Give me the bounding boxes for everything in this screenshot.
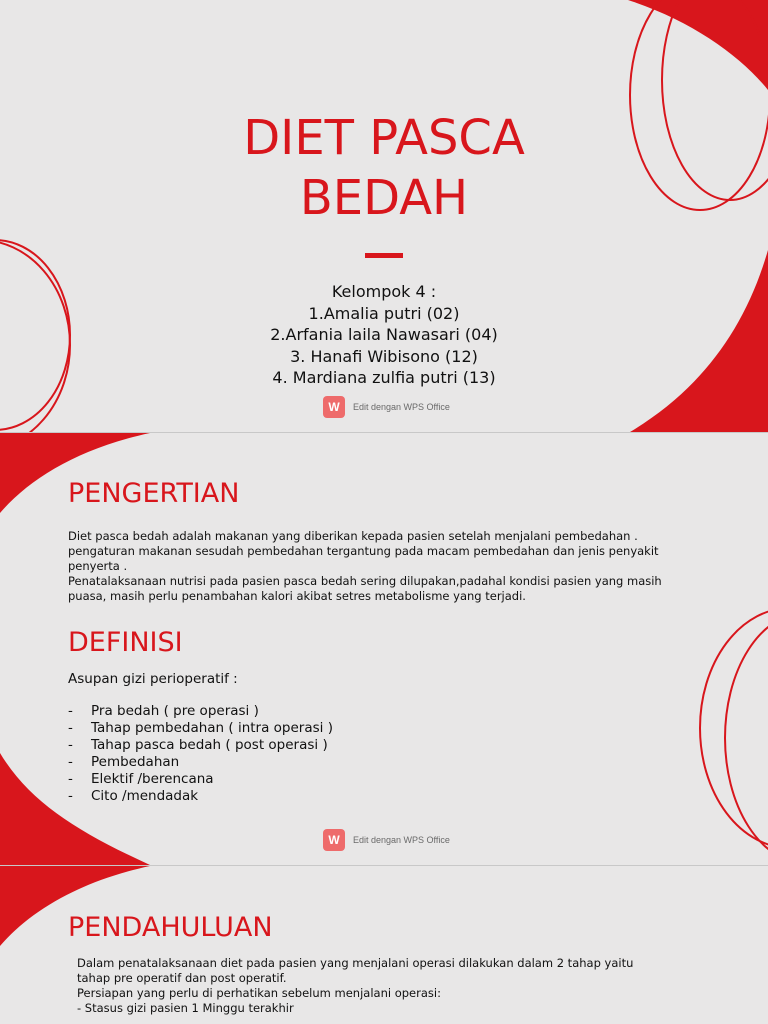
- paragraph-line: Diet pasca bedah adalah makanan yang diberikan kepada pasien setelah menjalani pembedahan .: [68, 529, 638, 543]
- paragraph-line: - Stasus gizi pasien 1 Minggu terakhir: [77, 1001, 294, 1015]
- definisi-intro: Asupan gizi perioperatif :: [68, 671, 238, 687]
- wps-watermark-text: Edit dengan WPS Office: [353, 835, 450, 845]
- slide-title: [0, 108, 768, 228]
- list-item: [68, 754, 333, 771]
- pengertian-paragraph: [68, 529, 662, 604]
- paragraph-line: Penatalaksanaan nutrisi pada pasien pasca bedah sering dilupakan,padahal kondisi pasien yang masih: [68, 574, 662, 588]
- list-item-text: Pembedahan: [91, 754, 180, 770]
- section-heading-pendahuluan: PENDAHULUAN: [68, 912, 273, 943]
- title-line-1: DIET PASCA: [243, 110, 525, 166]
- definisi-list: [68, 703, 333, 805]
- bullet-dash: -: [68, 720, 73, 736]
- bullet-dash: -: [68, 788, 73, 804]
- title-line-2: BEDAH: [299, 170, 469, 226]
- list-item-text: Tahap pasca bedah ( post operasi ): [91, 737, 328, 753]
- list-item-text: Pra bedah ( pre operasi ): [91, 703, 259, 719]
- pendahuluan-slide: [0, 866, 768, 1024]
- title-slide: [0, 0, 768, 432]
- pendahuluan-paragraph: [77, 956, 633, 1016]
- wps-watermark[interactable]: [323, 829, 450, 851]
- paragraph-line: Persiapan yang perlu di perhatikan sebelum menjalani operasi:: [77, 986, 441, 1000]
- list-item: [68, 720, 333, 737]
- list-item-text: Elektif /berencana: [91, 771, 214, 787]
- list-item-text: Cito /mendadak: [91, 788, 199, 804]
- list-item: [68, 737, 333, 754]
- member-item: 4. Mardiana zulfia putri (13): [272, 368, 496, 387]
- bullet-dash: -: [68, 703, 73, 719]
- paragraph-line: puasa, masih perlu penambahan kalori akibat setres metabolisme yang terjadi.: [68, 589, 526, 603]
- member-item: 3. Hanafi Wibisono (12): [290, 346, 478, 366]
- wps-logo-icon: W: [323, 396, 345, 418]
- wps-watermark-text: Edit dengan WPS Office: [353, 402, 450, 412]
- bullet-dash: -: [68, 737, 73, 753]
- section-heading-pengertian: PENGERTIAN: [68, 478, 240, 509]
- member-item: 1.Amalia putri (02): [308, 303, 460, 323]
- paragraph-line: penyerta .: [68, 559, 128, 573]
- list-item: [68, 788, 333, 805]
- wps-logo-icon: W: [323, 829, 345, 851]
- title-underline: [365, 253, 403, 258]
- list-item-text: Tahap pembedahan ( intra operasi ): [91, 720, 333, 736]
- group-label: Kelompok 4 :: [331, 282, 437, 301]
- list-item: [68, 703, 333, 720]
- paragraph-line: pengaturan makanan sesudah pembedahan tergantung pada macam pembedahan dan jenis penyakit: [68, 544, 659, 558]
- paragraph-line: Dalam penatalaksanaan diet pada pasien yang menjalani operasi dilakukan dalam 2 tahap yaitu: [77, 956, 634, 970]
- content-slide: [0, 433, 768, 865]
- group-members: [0, 281, 768, 389]
- bullet-dash: -: [68, 771, 73, 787]
- wps-watermark[interactable]: [323, 396, 450, 418]
- paragraph-line: tahap pre operatif dan post operatif.: [77, 971, 287, 985]
- section-heading-definisi: DEFINISI: [68, 627, 183, 658]
- member-item: 2.Arfania laila Nawasari (04): [270, 325, 498, 344]
- list-item: [68, 771, 333, 788]
- bullet-dash: -: [68, 754, 73, 770]
